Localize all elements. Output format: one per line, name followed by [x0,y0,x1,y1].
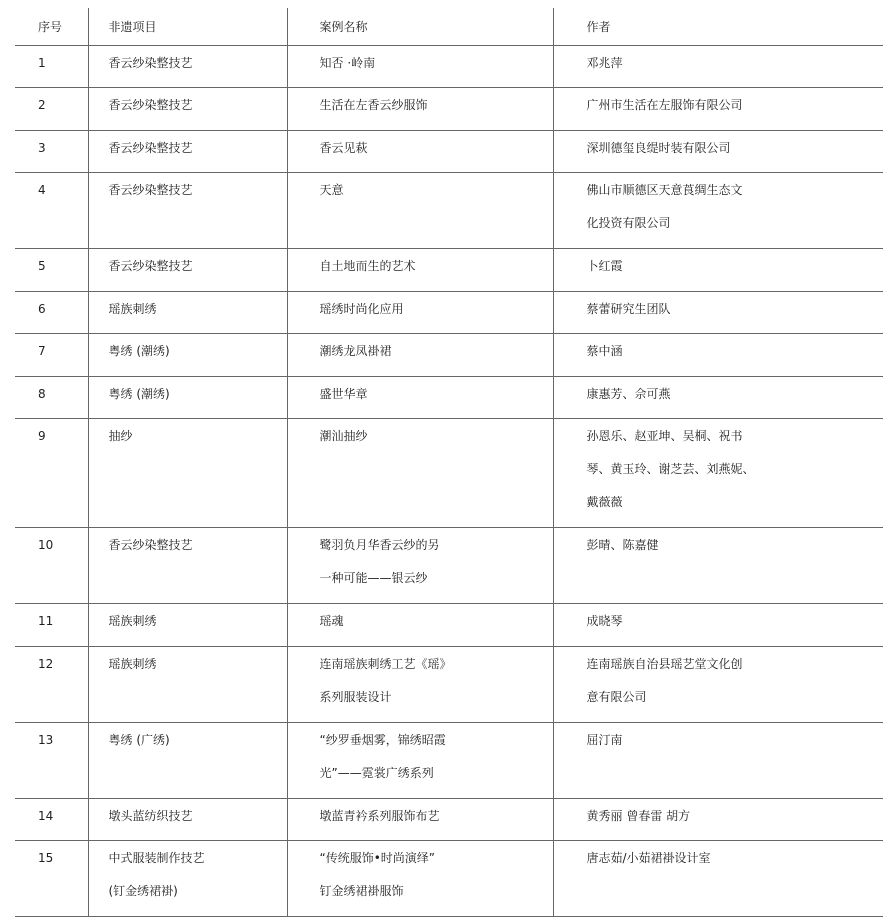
cell-case-name: 知否 ·岭南 [319,56,376,70]
cell-no: 10 [38,538,54,552]
cell-project: 中式服装制作技艺 (钉金绣裙褂) [108,851,205,898]
cell-no: 3 [38,141,46,155]
cell-author: 屈汀南 [586,733,623,747]
cell-author: 卜红霞 [586,259,623,273]
header-author: 作者 [553,8,883,46]
table-row [15,841,883,917]
cell-author: 深圳德玺良缇时装有限公司 [586,141,731,155]
cell-case-name: 瑶绣时尚化应用 [319,302,404,316]
cell-case-name: 天意 [319,183,344,197]
cell-no: 8 [38,387,46,401]
cell-no: 1 [38,56,46,70]
cell-case-name: 自土地而生的艺术 [319,259,416,273]
cell-case-name: 鹭羽负月华香云纱的另 一种可能——银云纱 [319,538,440,585]
cell-project: 粤绣 (潮绣) [108,344,170,358]
table-row [15,647,883,723]
table-row [15,723,883,799]
cell-no: 6 [38,302,46,316]
cell-no: 13 [38,733,54,747]
cell-author: 孙恩乐、赵亚坤、吴桐、祝书 琴、黄玉玲、谢芝芸、刘燕妮、 戴薇薇 [586,429,755,509]
table-row [15,173,883,249]
cell-project: 粤绣 (广绣) [108,733,170,747]
cell-project: 香云纱染整技艺 [108,183,193,197]
cell-project: 瑶族刺绣 [108,614,157,628]
cell-project: 香云纱染整技艺 [108,141,193,155]
cell-case-name: 潮绣龙凤褂裙 [319,344,392,358]
cell-case-name: “纱罗垂烟雾，锦绣昭霞 光”——霓裳广绣系列 [319,733,446,780]
cell-author: 黄秀丽 曾春雷 胡方 [586,809,691,823]
cell-case-name: 盛世华章 [319,387,368,401]
cell-case-name: 墩蓝青衿系列服饰布艺 [319,809,440,823]
cell-project: 瑶族刺绣 [108,302,157,316]
cell-no: 15 [38,851,54,865]
cell-author: 邓兆萍 [586,56,623,70]
table-row [15,528,883,604]
cell-project: 抽纱 [108,429,133,443]
header-case-name: 案例名称 [287,8,553,46]
cell-project: 香云纱染整技艺 [108,98,193,112]
cell-author: 蔡中涵 [586,344,623,358]
cell-case-name: 生活在左香云纱服饰 [319,98,428,112]
header-project: 非遗项目 [88,8,287,46]
cell-author: 康惠芳、佘可燕 [586,387,671,401]
cell-project: 瑶族刺绣 [108,657,157,671]
cell-author: 连南瑶族自治县瑶艺堂文化创 意有限公司 [586,657,743,704]
cell-no: 5 [38,259,46,273]
cell-author: 广州市生活在左服饰有限公司 [586,98,743,112]
heritage-case-table [15,8,883,917]
header-no: 序号 [15,8,88,46]
cell-author: 唐志茹/小茹裙褂设计室 [586,851,711,865]
cell-author: 蔡蕾研究生团队 [586,302,671,316]
table-row [15,419,883,528]
cell-no: 2 [38,98,46,112]
cell-no: 12 [38,657,54,671]
cell-no: 7 [38,344,46,358]
cell-project: 粤绣 (潮绣) [108,387,170,401]
cell-author: 成晓琴 [586,614,623,628]
cell-project: 墩头蓝纺织技艺 [108,809,193,823]
cell-no: 14 [38,809,54,823]
cell-project: 香云纱染整技艺 [108,56,193,70]
cell-case-name: “传统服饰•时尚演绎” 钉金绣裙褂服饰 [319,851,436,898]
cell-project: 香云纱染整技艺 [108,538,193,552]
cell-case-name: 香云见萩 [319,141,368,155]
cell-case-name: 瑶魂 [319,614,344,628]
cell-no: 4 [38,183,46,197]
cell-no: 9 [38,429,46,443]
cell-project: 香云纱染整技艺 [108,259,193,273]
cell-case-name: 潮汕抽纱 [319,429,368,443]
cell-author: 彭晴、陈嘉健 [586,538,659,552]
cell-no: 11 [38,614,54,628]
cell-author: 佛山市顺德区天意莨绸生态文 化投资有限公司 [586,183,743,230]
cell-case-name: 连南瑶族刺绣工艺《瑶》 系列服装设计 [319,657,452,704]
